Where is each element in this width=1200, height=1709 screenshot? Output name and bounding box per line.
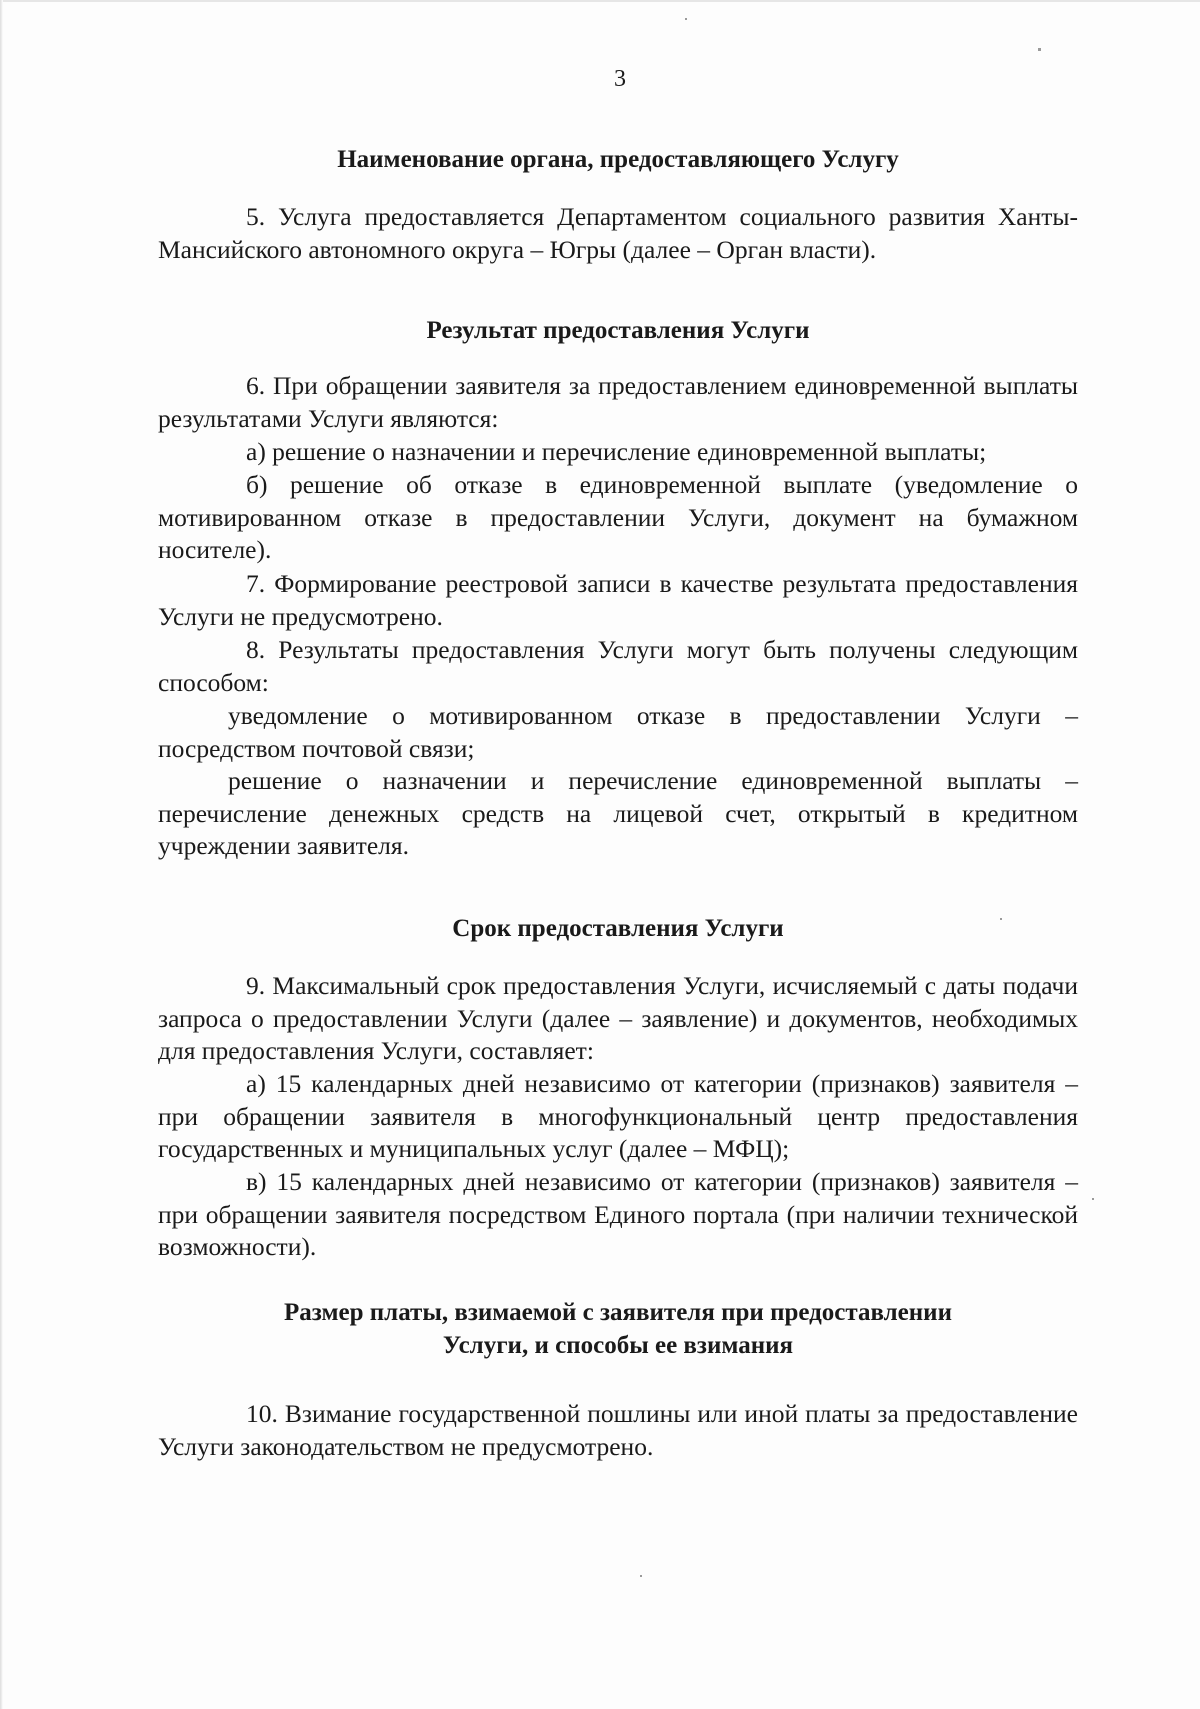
scan-speck [1000,918,1002,920]
section-heading-fee-line2: Услуги, и способы ее взимания [442,1332,794,1359]
paragraph-8-method-notice: уведомление о мотивированном отказе в предоставлении Услуги – посредством почтовой связи; [158,701,1078,763]
section-heading-authority: Наименование органа, предоставляющего Услугу [337,146,899,173]
paragraph-8-method-payment: решение о назначении и перечисление единовременной выплаты – перечисление денежных средств на лицевой счет, открытый в кредитном учреждении заявителя. [158,766,1078,861]
section-heading-term: Срок предоставления Услуги [452,915,784,942]
page-number: 3 [614,66,626,92]
scan-speck [685,18,687,20]
paragraph-6-item-a: а) решение о назначении и перечисление единовременной выплаты; [246,437,987,466]
scan-speck [1092,1198,1094,1200]
paragraph-7: 7. Формирование реестровой записи в качестве результата предоставления Услуги не предусмотрено. [158,569,1078,631]
paragraph-9-item-v: в) 15 календарных дней независимо от категории (признаков) заявителя – при обращении заявителя посредством Единого портала (при наличии технической возможности). [158,1167,1078,1262]
paragraph-9-item-a: а) 15 календарных дней независимо от категории (признаков) заявителя – при обращении заявителя в многофункциональный центр предоставления государственных и муниципальных услуг (далее – МФЦ); [158,1069,1078,1164]
scan-speck [640,1575,642,1577]
scan-speck [1038,48,1041,51]
section-heading-result: Результат предоставления Услуги [426,317,810,344]
scan-left-edge [0,0,3,1709]
scan-top-edge [0,0,1200,2]
paragraph-6: 6. При обращении заявителя за предоставлением единовременной выплаты результатами Услуги являются: [158,371,1078,433]
paragraph-9: 9. Максимальный срок предоставления Услуги, исчисляемый с даты подачи запроса о предоставлении Услуги (далее – заявление) и документов, необходимых для предоставления Услуги, составляет: [158,971,1078,1066]
paragraph-8: 8. Результаты предоставления Услуги могут быть получены следующим способом: [158,635,1078,697]
paragraph-6-item-b: б) решение об отказе в единовременной выплате (уведомление о мотивированном отказе в предоставлении Услуги, документ на бумажном носителе). [158,470,1078,565]
paragraph-5: 5. Услуга предоставляется Департаментом социального развития Ханты-Мансийского автономного округа – Югры (далее – Орган власти). [158,202,1078,264]
section-heading-fee-line1: Размер платы, взимаемой с заявителя при предоставлении [284,1299,952,1326]
paragraph-10: 10. Взимание государственной пошлины или иной платы за предоставление Услуги законодательством не предусмотрено. [158,1399,1078,1461]
